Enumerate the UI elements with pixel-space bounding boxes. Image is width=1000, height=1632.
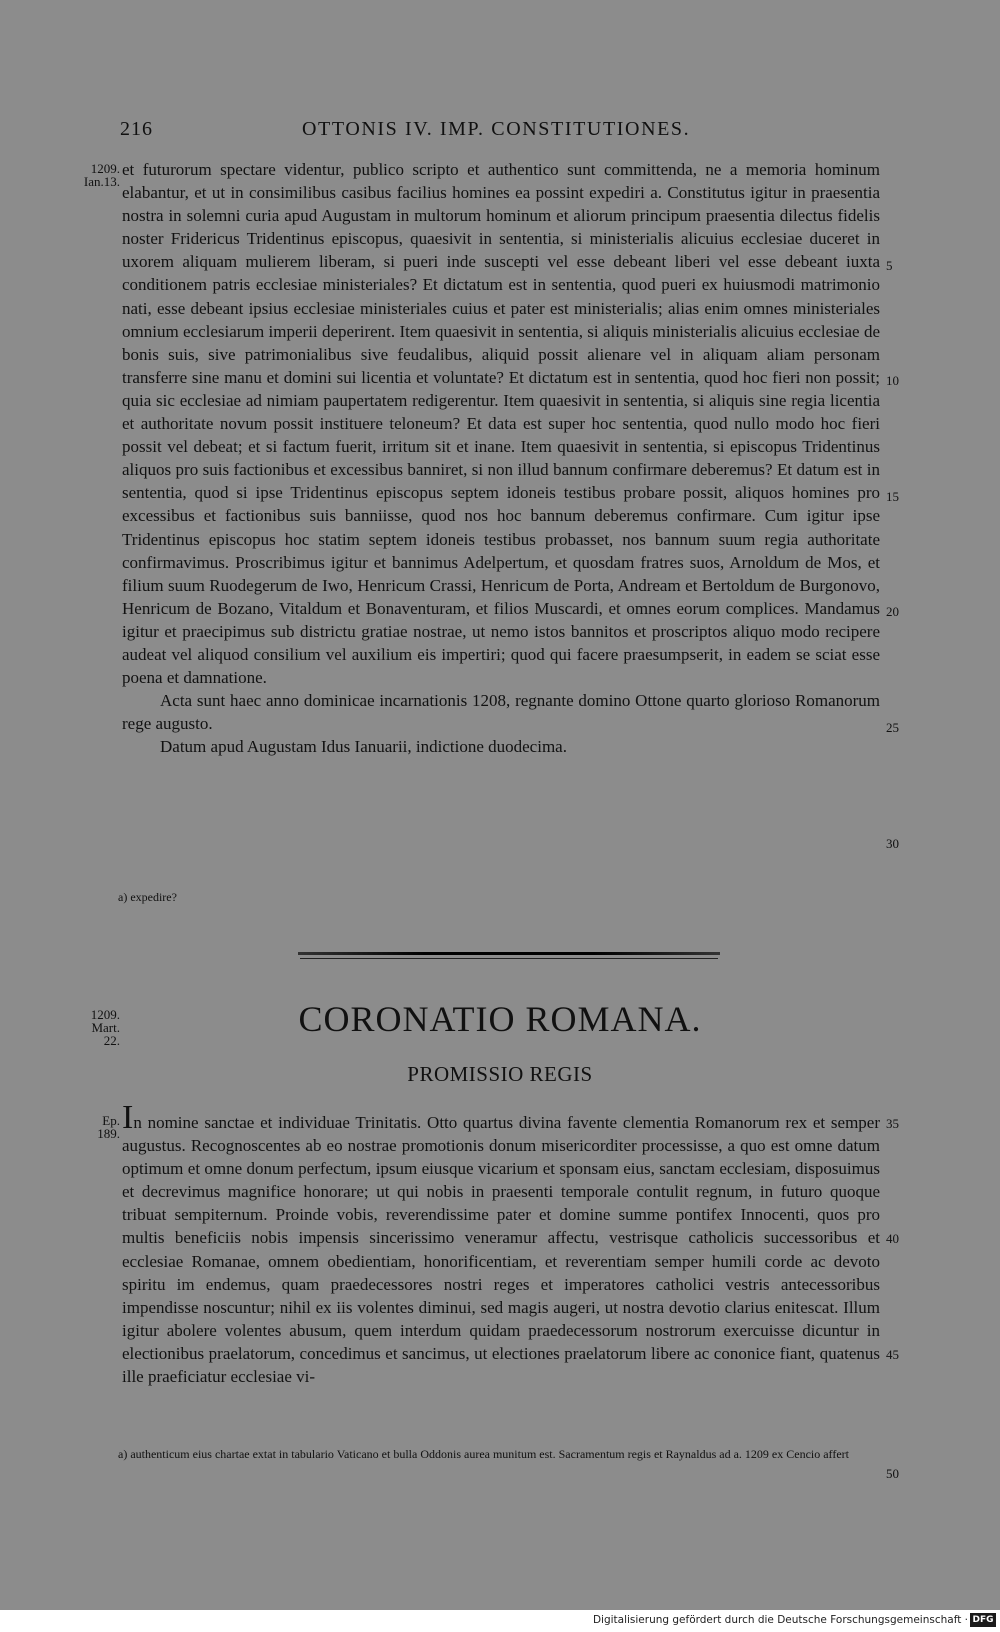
line-number: 30 (886, 836, 899, 851)
line-number: 40 (886, 1231, 899, 1246)
running-title: OTTONIS IV. IMP. CONSTITUTIONES. (302, 118, 691, 140)
footnote-1: a) expedire? (118, 890, 177, 904)
line-number: 20 (886, 604, 899, 619)
line-number: 10 (886, 373, 899, 388)
section-title: CORONATIO ROMANA. (298, 999, 702, 1039)
line-number: 50 (886, 1466, 899, 1481)
margin-date-1: 1209. Ian.13. (83, 161, 120, 189)
margin-reference: Ep. 189. (97, 1113, 120, 1141)
line-number: 5 (886, 258, 893, 273)
footnote-2: a) authenticum eius chartae extat in tabulario Vaticano et bulla Oddonis aurea munitum est. Sacramentum regis et Raynaldus ad a. 1209 ex Cencio affert (118, 1447, 849, 1461)
section-divider-thin (300, 958, 718, 959)
margin-date-2: 1209. Mart. 22. (90, 1007, 120, 1048)
line-number: 45 (886, 1347, 899, 1362)
section-divider (298, 952, 720, 955)
line-number: 35 (886, 1116, 899, 1131)
section-subtitle: PROMISSIO REGIS (407, 1062, 593, 1086)
dfg-credit: Digitalisierung gefördert durch die Deutsche Forschungsgemeinschaft · (592, 1614, 968, 1626)
line-number: 25 (886, 720, 899, 735)
section2-paragraph: n nomine sanctae et individuae Trinitatis. Otto quartus divina favente clementia Romanorum rex et semper augustus. Recognoscentes ab eo nostrae promotionis donum misericorditer processisse, a quo est omne datum optimum et omne donum perfectum, ipsum eiusque vicarium et sponsam eius, sanctam ecclesiam, disposuimus et decrevimus magnifice honorare; ut qui nobis in praesenti temporale contulit regnum, in futuro quoque tribuat sempiternum. Proinde vobis, reverendissime pater et domine summe pontifex Innocenti, quos pro multis beneficiis nobis impensis sincerissimo veneramur affectu, vestrisque catholicis successoribus et ecclesiae Romanae, omnem obedientiam, honorificentiam, et reverentiam semper humili corde ac devoto spiritu im endemus, quam praedecessores nostri reges et imperatores catholici vestris antecessoribus impendisse noscuntur; nihil ex iis volentes diminui, sed magis augeri, ut nostra devotio clarius enitescat. Illum igitur abolere volentes abusum, quem interdum quidam praedecessorum nostrorum exercuisse dicuntur in electionibus praelatorum, concedimus et sancimus, ut electiones praelatorum libere ac cononice fiant, quatenus ille praeficiatur ecclesiae vi- (122, 1113, 880, 1387)
section2-body (122, 1099, 880, 1388)
section1-body (122, 158, 880, 758)
dfg-logo-icon: DFG (970, 1613, 996, 1627)
section1-paragraph-acta: Acta sunt haec anno dominicae incarnationis 1208, regnante domino Ottone quarto glorioso Romanorum rege augusto. (122, 691, 880, 734)
page-number: 216 (120, 118, 153, 140)
section1-paragraph-datum: Datum apud Augustam Idus Ianuarii, indictione duodecima. (160, 737, 567, 757)
section1-paragraph-main: et futurorum spectare videntur, publico scripto et authentico sunt committenda, ne a memoria hominum elabantur, et ut in consimilibus casibus facilius homines ea possint expediri a. Constitutus igitur in praesentia nostra in solemni curia apud Augustam in multorum hominum et aliorum principum praesentia dilectus fidelis noster Fridericus Tridentinus episcopus, quaesivit in sententia, si ministerialis alicuius ecclesiae duceret in uxorem aliquam mulierem liberam, si pueri inde suscepti vel esse debeant liberi vel esse debeant iuxta conditionem patris ecclesiae ministeriales? Et dictatum est in sententia, quod pueri ex huiusmodi matrimonio nati, esse debeant ipsius ecclesiae ministeriales cuius et pater est ministerialis; alias enim omnes ministeriales omnium ecclesiarum imperii deperirent. Item quaesivit in sententia, si aliquis ministerialis alicuius ecclesiae de bonis suis, sive patrimonialibus sive feudalibus, aliquid possit alienare vel in aliquam aliam personam transferre sine manu et domini sui licentia et voluntate? Et dictatum est in sententia, quod hoc fieri non possit; quia sic ecclesiae ad nimiam paupertatem redigerentur. Item quaesivit in sententia, si aliquis sine regia licentia et authoritate novum possit instituere teloneum? Et data est super hoc sententia, quod nullo modo hoc fieri possit vel debeat; et si factum fuerit, irritum sit et inane. Item quaesivit in sententia, si episcopus Tridentinus aliquos pro suis factionibus et excessibus banniret, si non illud bannum confirmare deberemus? Et datum est in sententia, quod si ipse Tridentinus episcopus septem idoneis testibus probare possit, aliquos homines pro excessibus et factionibus suis banniisse, quod nos hoc bannum deberemus confirmare. Cum igitur ipse Tridentinus episcopus hoc statim septem idoneis testibus probasset, nos bannum suum regia authoritate confirmavimus. Proscribimus igitur et bannimus Adelpertum, et quosdam fratres suos, Arnoldum de Mos, et filium suum Ruodegerum de Iwo, Henricum Crassi, Henricum de Porta, Andream et Bertoldum de Burgonovo, Henricum de Bozano, Vitaldum et Bonaventuram, et filios Muscardi, et omnes eorum complices. Mandamus igitur et praecipimus sub districtu gratiae nostrae, ut nemo istos bannitos et proscriptos aliquo modo recipere audeat vel aliquod consilium vel auxilium eis impertiri; quod qui facere praesumpserit, in eadem se sciat esse poena et damnatione. (122, 160, 880, 688)
drop-cap: I (122, 1099, 134, 1136)
line-number: 15 (886, 489, 899, 504)
